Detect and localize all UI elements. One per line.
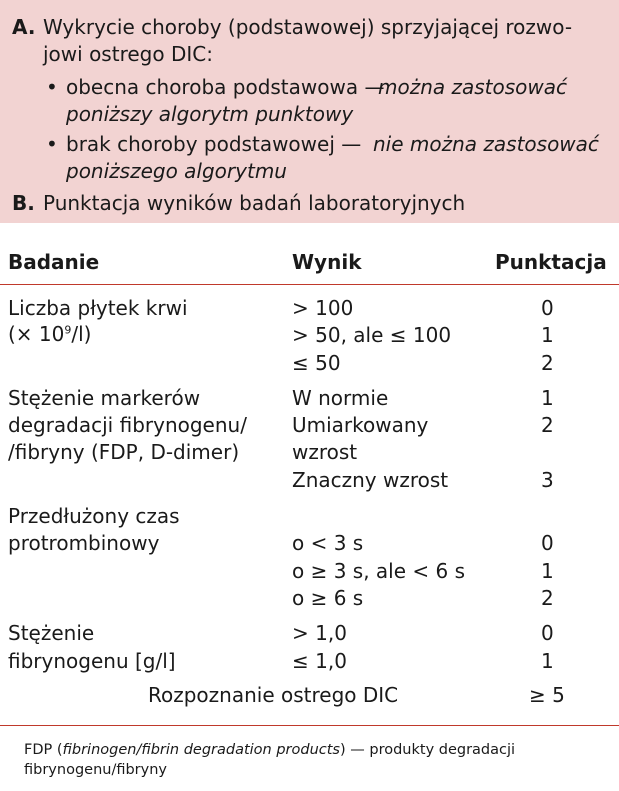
fdp-result-2a: Umiarkowany (292, 413, 429, 437)
footer-divider (0, 725, 619, 726)
criteria-a-label: A. (12, 15, 36, 39)
bullet-1-italic-line2: poniższy algorytm punktowy (66, 102, 354, 126)
pt-result-3: o ≥ 6 s (292, 586, 364, 610)
fdp-score-2: 2 (541, 413, 554, 437)
bullet-2-italic-line1: nie można zastosować (373, 132, 599, 156)
header-test: Badanie (8, 250, 100, 274)
criteria-box (0, 0, 619, 223)
platelets-name-line2: (× $10^9/l$) (8, 322, 92, 346)
header-result: Wynik (292, 250, 362, 274)
diagnosis-label: Rozpoznanie ostrego DIC (148, 683, 399, 707)
platelets-result-1: > 100 (292, 296, 354, 320)
platelets-result-3: ≤ 50 (292, 351, 341, 375)
fdp-result-3: Znaczny wzrost (292, 468, 449, 492)
pt-name-line2: protrombinowy (8, 531, 160, 555)
pt-score-3: 2 (541, 586, 554, 610)
pt-score-2: 1 (541, 559, 554, 583)
pt-name-line1: Przedłużony czas (8, 504, 180, 528)
criteria-b-text: Punktacja wyników badań laboratoryjnych (43, 191, 466, 215)
footnote-line2: fibrynogenu/fibryny (24, 762, 167, 778)
bullet-2-italic-line2: poniższego algorytmu (66, 159, 287, 183)
bullet-icon: • (46, 132, 58, 156)
pt-result-2: o ≥ 3 s, ale < 6 s (292, 559, 466, 583)
platelets-result-2: > 50, ale ≤ 100 (292, 323, 452, 347)
bullet-1-plain: obecna choroba podstawowa — (66, 75, 385, 99)
bullet-1-italic-line1: można zastosować (378, 75, 568, 99)
fib-name-line1: Stężenie (8, 621, 95, 645)
pt-score-1: 0 (541, 531, 554, 555)
header-score: Punktacja (495, 250, 607, 274)
fdp-result-2b: wzrost (292, 440, 358, 464)
diagnosis-score: ≥ 5 (529, 683, 565, 707)
fib-name-line2: fibrynogenu [g/l] (8, 649, 176, 673)
fib-score-1: 0 (541, 621, 554, 645)
bullet-2-plain: brak choroby podstawowej — (66, 132, 362, 156)
platelets-score-1: 0 (541, 296, 554, 320)
fdp-name-line1: Stężenie markerów (8, 386, 201, 410)
pt-result-1: o < 3 s (292, 531, 364, 555)
fdp-score-1: 1 (541, 386, 554, 410)
platelets-name-line1: Liczba płytek krwi (8, 296, 188, 320)
bullet-icon: • (46, 75, 58, 99)
header-divider (0, 284, 619, 285)
platelets-score-2: 1 (541, 323, 554, 347)
criteria-a-text-line2: jowi ostrego DIC: (43, 42, 213, 66)
fib-result-1: > 1,0 (292, 621, 347, 645)
criteria-a-text-line1: Wykrycie choroby (podstawowej) sprzyjającej rozwo- (43, 15, 573, 39)
fdp-score-3: 3 (541, 468, 554, 492)
fdp-result-1: W normie (292, 386, 389, 410)
criteria-b-label: B. (12, 191, 35, 215)
footnote-line1: FDP (fibrinogen/fibrin degradation products) — produkty degradacji (24, 742, 516, 758)
platelets-score-3: 2 (541, 351, 554, 375)
fib-score-2: 1 (541, 649, 554, 673)
fdp-name-line3: /fibryny (FDP, D-dimer) (8, 440, 240, 464)
fib-result-2: ≤ 1,0 (292, 649, 347, 673)
fdp-name-line2: degradacji fibrynogenu/ (8, 413, 247, 437)
